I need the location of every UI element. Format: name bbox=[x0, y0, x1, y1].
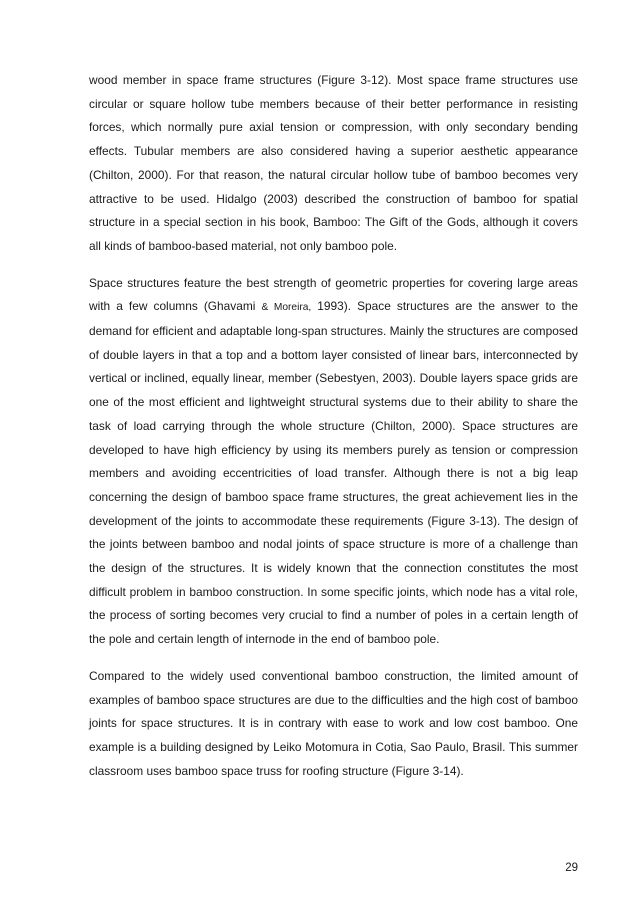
paragraph-text-start: Space structures feature the best strength of geometric properties for covering large areas with a few columns (Ghavami bbox=[89, 275, 578, 314]
body-text bbox=[89, 69, 578, 796]
citation-coauthor: & Moreira, bbox=[261, 302, 312, 314]
page-number: 29 bbox=[565, 862, 578, 874]
paragraph-space-frame-members: wood member in space frame structures (Figure 3-12). Most space frame structures use circular or square hollow tube members because of their better performance in resisting forces, which normally pure axial tension or compression, with only secondary bending effects. Tubular members are also considered having a superior aesthetic appearance (Chilton, 2000). For that reason, the natural circular hollow tube of bamboo becomes very attractive to be used. Hidalgo (2003) described the construction of bamboo for spatial structure in a special section in his book, Bamboo: The Gift of the Gods, although it covers all kinds of bamboo-based material, not only bamboo pole. bbox=[89, 73, 578, 253]
paragraph-space-structures bbox=[89, 272, 578, 652]
paragraph-bamboo-examples: Compared to the widely used conventional bamboo construction, the limited amount of examples of bamboo space structures are due to the difficulties and the high cost of bamboo joints for space structures. It is in contrary with ease to work and low cost bamboo. One example is a building designed by Leiko Motomura in Cotia, Sao Paulo, Brasil. This summer classroom uses bamboo space truss for roofing structure (Figure 3-14). bbox=[89, 668, 578, 778]
paragraph-text-end: 1993). Space structures are the answer to the demand for efficient and adaptable long-span structures. Mainly the structures are composed of double layers in that a top and a bottom layer consisted of linear bars, interconnected by vertical or inclined, equally linear, member (Sebestyen, 2003). Double layers space grids are one of the most efficient and lightweight structural systems due to their ability to share the task of load carrying through the whole structure (Chilton, 2000). Space structures are developed to have high efficiency by using its members purely as tension or compression members and avoiding eccentricities of load transfer. Although there is not a big leap concerning the design of bamboo space frame structures, the great achievement lies in the development of the joints to accommodate these requirements (Figure 3-13). The design of the joints between bamboo and nodal joints of space structure is more of a challenge than the design of the structures. It is widely known that the connection constitutes the most difficult problem in bamboo construction. In some specific joints, which node has a vital role, the process of sorting becomes very crucial to find a number of poles in a certain length of the pole and certain length of internode in the end of bamboo pole. bbox=[89, 299, 578, 647]
